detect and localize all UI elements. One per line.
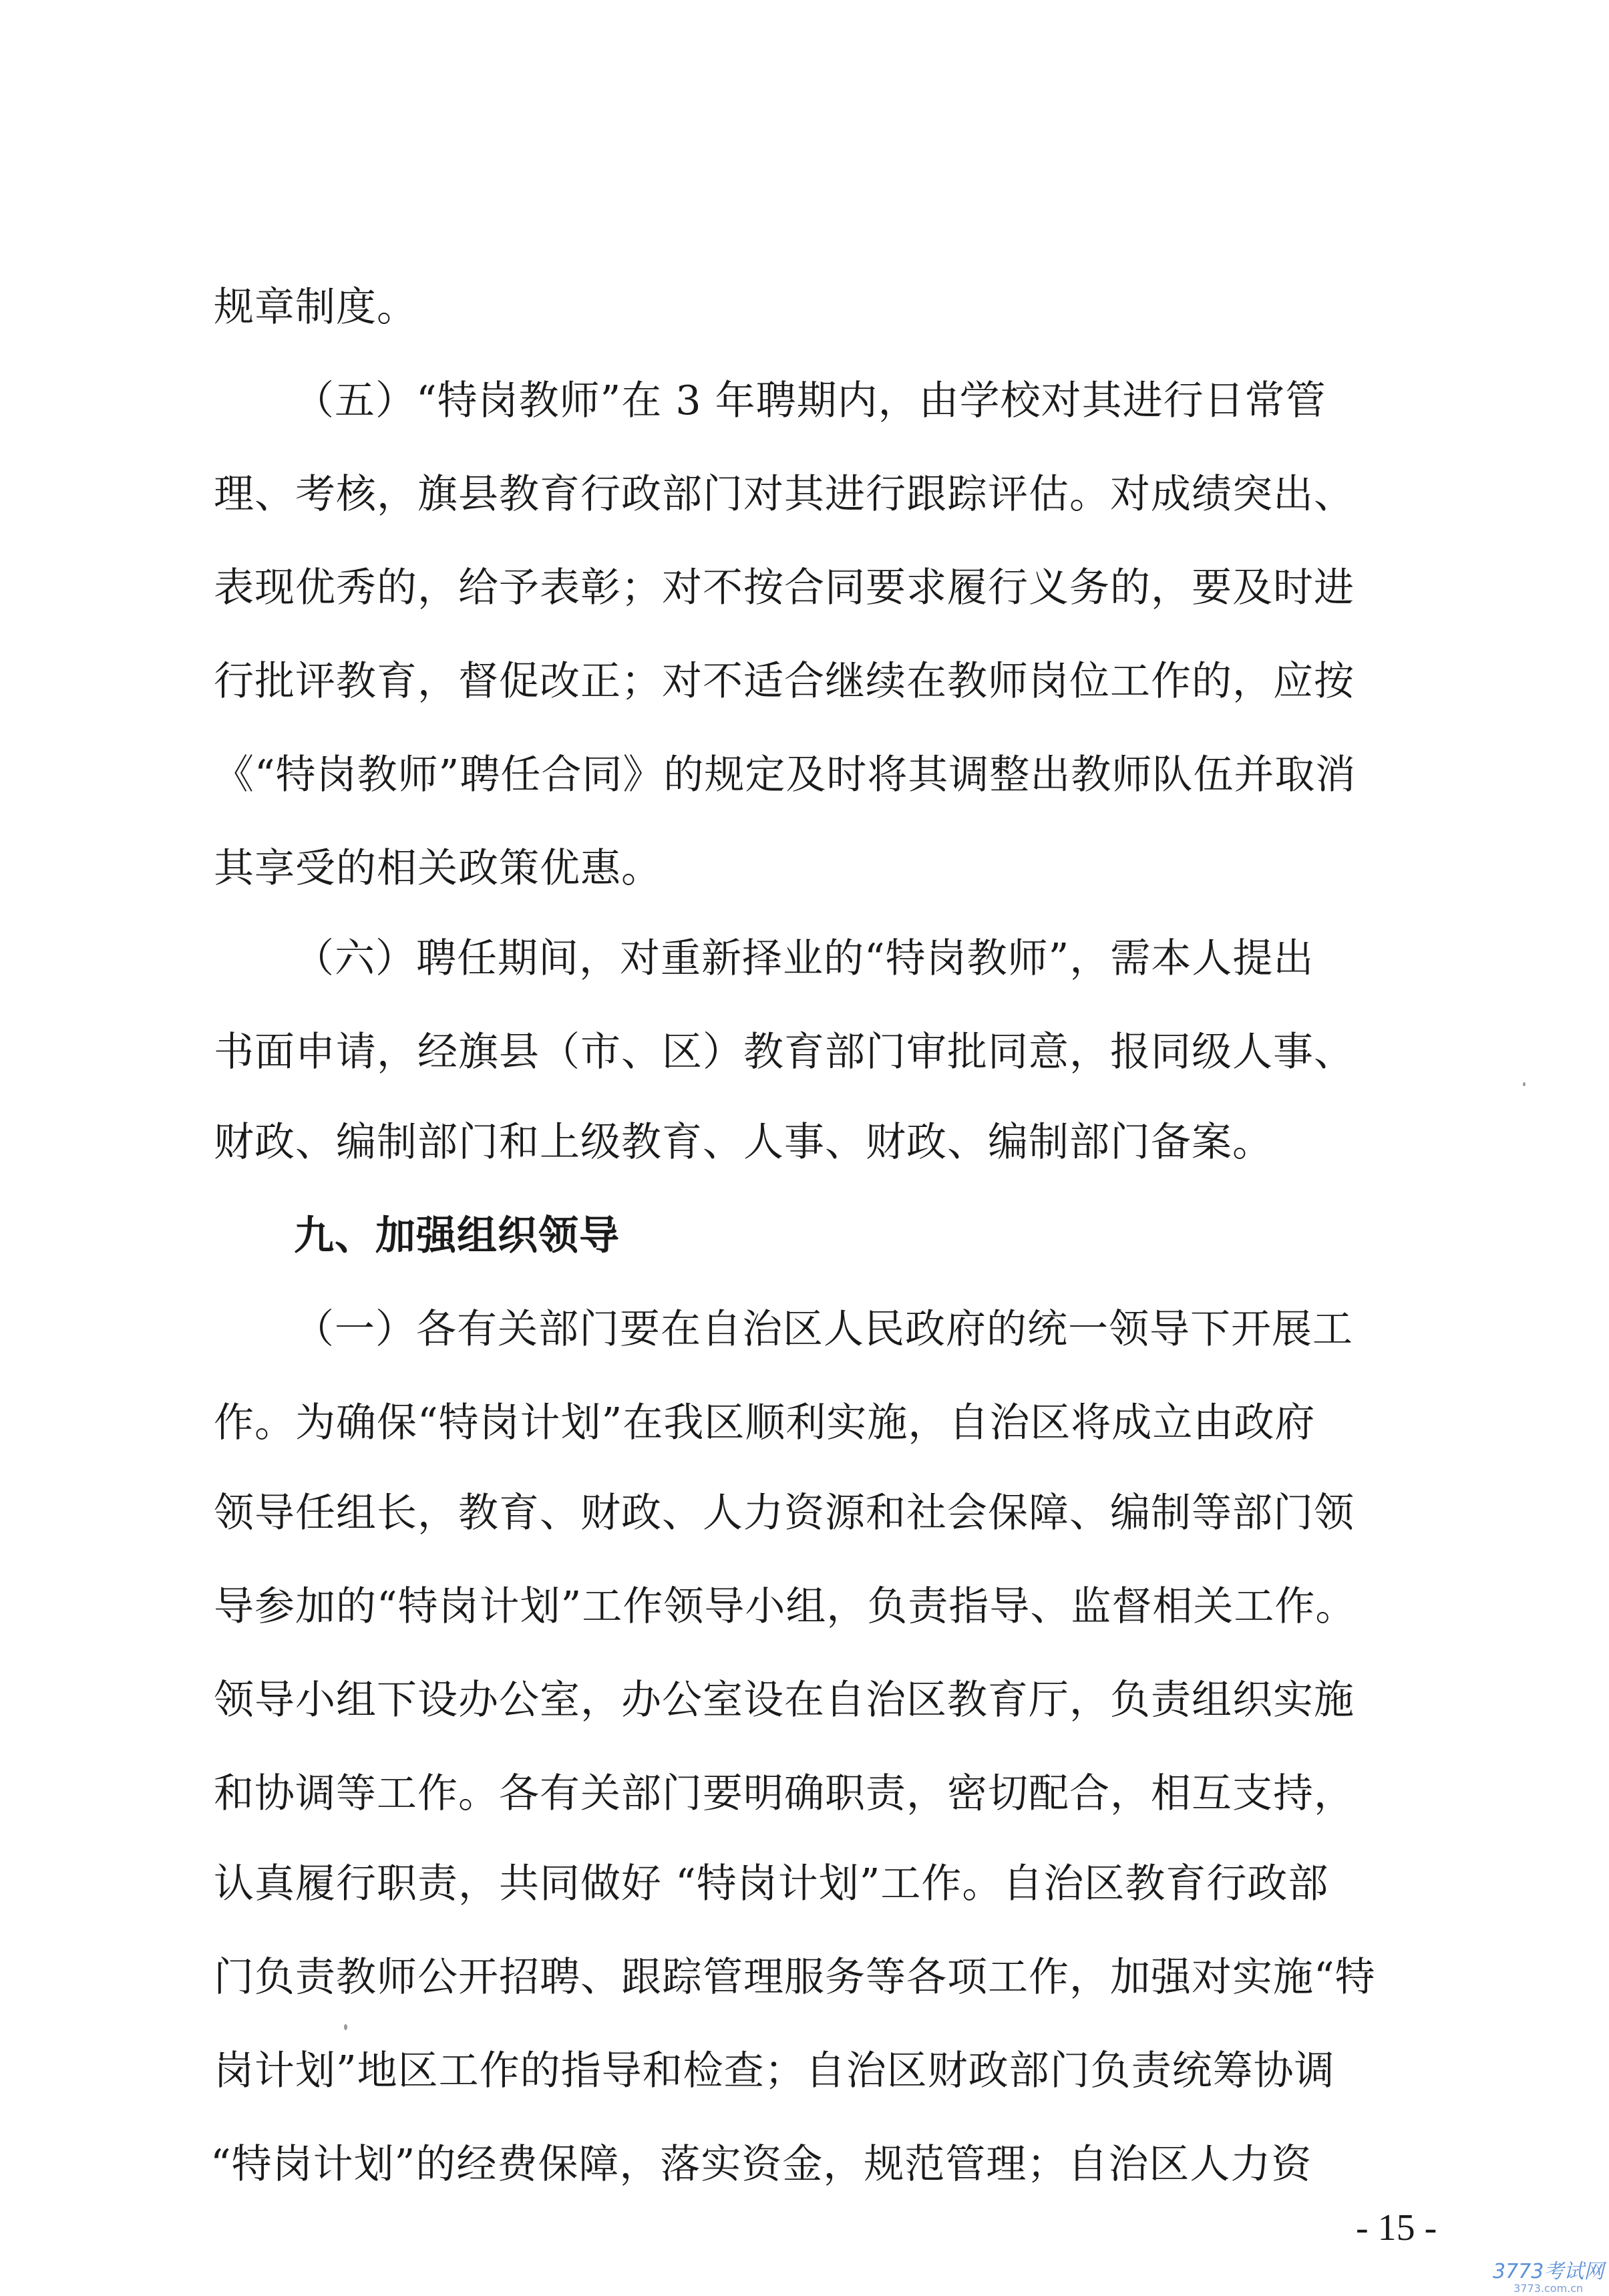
- scan-speck: [344, 2024, 347, 2030]
- text-line: “特岗计划”的经费保障，落实资金，规范管理；自治区人力资: [210, 2141, 1312, 2188]
- text-line: 理、考核，旗县教育行政部门对其进行跟踪评估。对成绩突出、: [214, 471, 1355, 518]
- text-line: 规章制度。: [214, 284, 417, 331]
- text-line: 领导小组下设办公室，办公室设在自治区教育厅，负责组织实施: [214, 1677, 1355, 1724]
- page-number: - 15 -: [1356, 2207, 1437, 2249]
- scan-speck: [1523, 1082, 1526, 1086]
- section-heading: 九、加强组织领导: [294, 1212, 620, 1259]
- text-line: 领导任组长，教育、财政、人力资源和社会保障、编制等部门领: [214, 1490, 1355, 1536]
- text-line: 岗计划”地区工作的指导和检查；自治区财政部门负责统筹协调: [214, 2047, 1335, 2094]
- watermark-logo: [1493, 2261, 1604, 2295]
- watermark-url: 3773.com.cn: [1513, 2282, 1584, 2295]
- text-line: （一）各有关部门要在自治区人民政府的统一领导下开展工: [294, 1306, 1353, 1353]
- text-line: 《“特岗教师”聘任合同》的规定及时将其调整出教师队伍并取消: [214, 752, 1357, 798]
- text-line: 门负责教师公开招聘、跟踪管理服务等各项工作，加强对实施“特: [214, 1954, 1376, 2001]
- text-line: 和协调等工作。各有关部门要明确职责，密切配合，相互支持，: [214, 1770, 1355, 1817]
- text-line: 财政、编制部门和上级教育、人事、财政、编制部门备案。: [214, 1119, 1273, 1166]
- text-line: 表现优秀的，给予表彰；对不按合同要求履行义务的，要及时进: [214, 564, 1355, 611]
- text-line: 行批评教育，督促改正；对不适合继续在教师岗位工作的，应按: [214, 658, 1355, 705]
- text-line: （六）聘任期间，对重新择业的“特岗教师”，需本人提出: [294, 935, 1314, 982]
- text-line: 作。为确保“特岗计划”在我区顺利实施，自治区将成立由政府: [214, 1400, 1316, 1446]
- text-line: （五）“特岗教师”在 3 年聘期内，由学校对其进行日常管: [294, 377, 1326, 424]
- text-line: 认真履行职责，共同做好 “特岗计划”工作。自治区教育行政部: [214, 1860, 1329, 1907]
- text-line: 其享受的相关政策优惠。: [214, 845, 662, 892]
- text-line: 导参加的“特岗计划”工作领导小组，负责指导、监督相关工作。: [214, 1583, 1357, 1630]
- watermark-text: 3773考试网: [1493, 2260, 1604, 2283]
- text-line: 书面申请，经旗县（市、区）教育部门审批同意，报同级人事、: [214, 1029, 1355, 1076]
